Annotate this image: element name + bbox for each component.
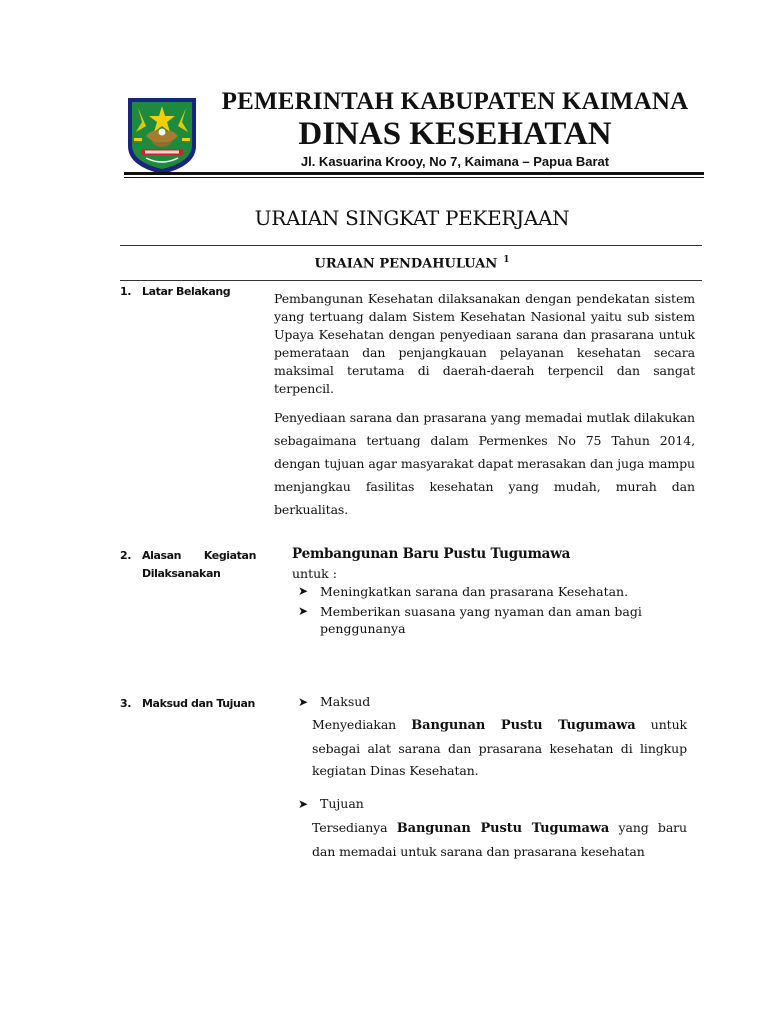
item-label-line-2: Dilaksanakan — [142, 567, 221, 580]
tujuan-heading — [298, 796, 364, 811]
section-divider — [120, 280, 702, 281]
maksud-text-pre: Menyediakan — [312, 717, 412, 732]
arrowhead-bullet-icon: ➤ — [298, 797, 309, 811]
kabupaten-kaimana-logo — [124, 92, 200, 176]
tujuan-text-pre: Tersedianya — [312, 820, 397, 835]
item-number: 2. — [120, 549, 132, 562]
item-label-latar-belakang — [120, 285, 230, 298]
tujuan-text-bold: Bangunan Pustu Tugumawa — [396, 821, 610, 836]
item-label-alasan-kegiatan — [120, 547, 256, 583]
item-label-maksud-tujuan — [120, 697, 255, 710]
list-item — [298, 583, 698, 600]
maksud-text-post: untuk sebagai alat sarana dan prasarana kesehatan di lingkup kegiatan Dinas Kesehatan. — [312, 717, 688, 778]
list-item-text: Memberikan suasana yang nyaman dan aman bagi penggunanya — [320, 604, 642, 636]
arrowhead-bullet-icon: ➤ — [298, 695, 309, 709]
tujuan-heading-text: Tujuan — [320, 796, 364, 811]
office-address: Jl. Kasuarina Krooy, No 7, Kaimana – Papua Barat — [300, 154, 610, 169]
letterhead-rule-thin — [124, 177, 704, 178]
item-label-text: Maksud dan Tujuan — [142, 697, 255, 710]
footnote-marker: 1 — [503, 255, 510, 265]
maksud-heading-text: Maksud — [320, 694, 371, 709]
item-label-text: Latar Belakang — [142, 285, 231, 298]
project-intro: untuk : — [292, 566, 337, 581]
maksud-paragraph — [312, 714, 687, 783]
section-title-text: URAIAN PENDAHULUAN — [314, 256, 498, 272]
arrowhead-bullet-icon: ➤ — [298, 604, 309, 618]
tujuan-paragraph — [312, 817, 687, 863]
background-paragraph-2: Penyediaan sarana dan prasarana yang memadai mutlak dilakukan sebagaimana tertuang dalam Permenkes No 75 Tahun 2014, dengan tujuan agar masyarakat dapat merasakan dan juga mampu menjangkau fasilitas kesehatan yang mudah, murah dan berkualitas. — [274, 410, 695, 517]
arrowhead-bullet-icon: ➤ — [298, 584, 309, 598]
project-title: Pembangunan Baru Pustu Tugumawa — [292, 546, 571, 562]
item-number: 1. — [120, 285, 132, 298]
item-number: 3. — [120, 697, 132, 710]
tujuan-text-post: yang baru dan memadai untuk sarana dan prasarana kesehatan — [312, 820, 687, 859]
item-label-line-1 — [120, 547, 256, 565]
maksud-text-bold: Bangunan Pustu Tugumawa — [411, 718, 636, 733]
department-name: DINAS KESEHATAN — [298, 116, 612, 152]
government-name: PEMERINTAH KABUPATEN KAIMANA — [221, 88, 689, 115]
title-divider — [120, 245, 702, 246]
list-item-text: Meningkatkan sarana dan prasarana Kesehatan. — [320, 584, 629, 599]
reasons-list — [298, 583, 698, 640]
section-title — [120, 255, 704, 271]
document-title: URAIAN SINGKAT PEKERJAAN — [254, 206, 570, 230]
letterhead-rule-thick — [124, 172, 704, 175]
item-label-word-kegiatan: Kegiatan — [203, 549, 256, 562]
list-item — [298, 603, 698, 637]
background-paragraph-1: Pembangunan Kesehatan dilaksanakan dengan pendekatan sistem yang tertuang dalam Sistem Kesehatan Nasional yaitu sub sistem Upaya Kesehatan dengan penyediaan sarana dan prasarana untuk pemerataan dan penjangkauan pelayanan kesehatan secara maksimal terutama di daerah-daerah terpencil dan sangat terpencil. — [274, 291, 695, 396]
maksud-heading — [298, 694, 370, 709]
item-label-word-alasan: Alasan — [142, 549, 182, 562]
